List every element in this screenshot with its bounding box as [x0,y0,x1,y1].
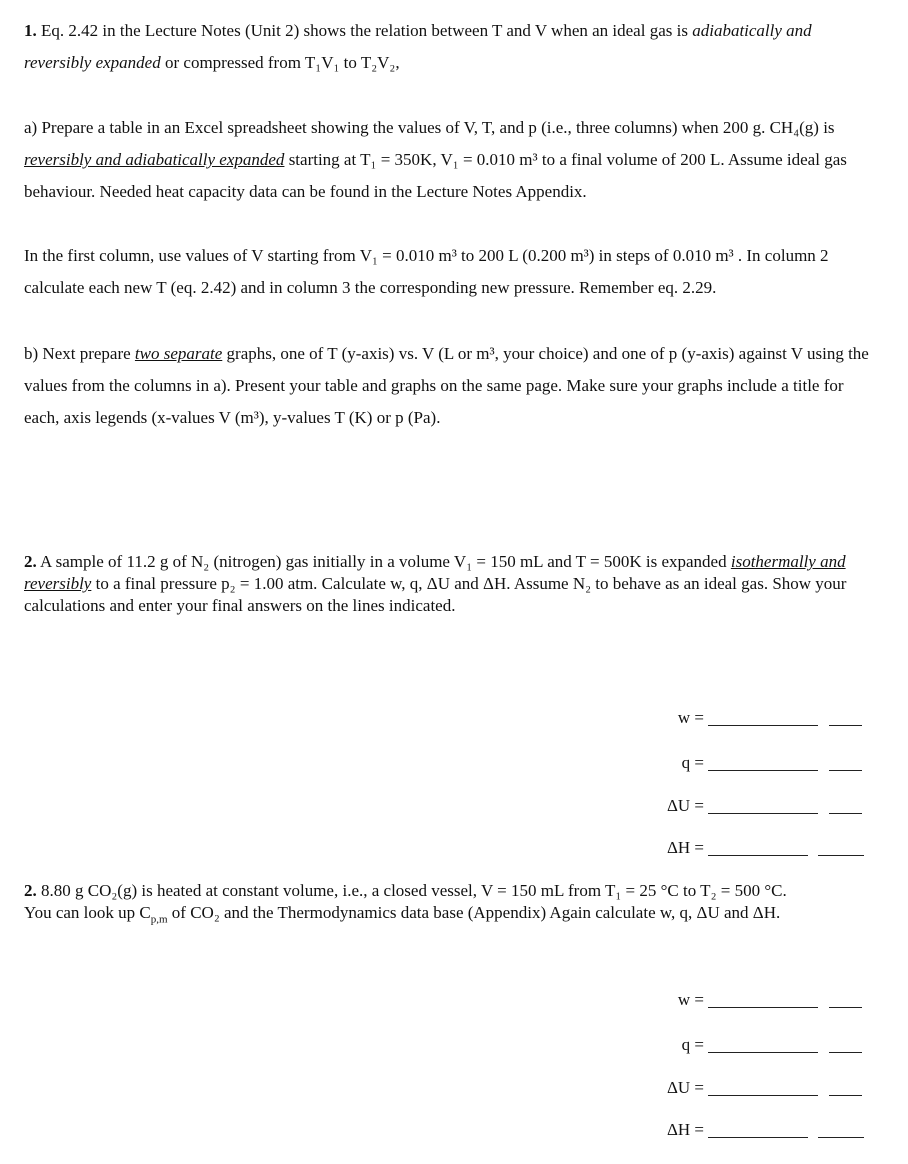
answer-label: w = [677,990,704,1009]
q1-intro-text: Eq. 2.42 in the Lecture Notes (Unit 2) shows the relation between T and V when an ideal gas is [36,21,693,40]
q2-number: 2. [24,552,37,571]
q1-a-underlined: reversibly and adiabatically expanded [24,150,285,169]
answer-line-short[interactable] [829,1094,862,1096]
q2-text [24,551,864,617]
answer-line-short[interactable] [829,1051,862,1053]
q1-b-end: graphs, one of T (y-axis) vs. V (L or m³, your choice) and one of p (y-axis) against V using the values from the columns in a). Present your table and graphs on the same page. Make sure your graphs include a title for each, axis legends (x-values V (m³), y-values T (K) or p (Pa). [24,344,869,427]
q1-a-start: a) Prepare a table in an Excel spreadsheet showing the values of V, T, and p (i.e., three columns) when 200 g. CH₄(g) is [24,118,835,137]
q1-b-start: b) Next prepare [24,344,135,363]
q1-intro-end: or compressed from T₁V₁ to T₂V₂, [160,53,400,72]
q1-part-b [24,338,869,434]
answer-line[interactable] [708,854,808,856]
answer-line[interactable] [708,1051,818,1053]
q1-b-underlined: two separate [134,344,223,363]
q3-text [24,880,884,930]
answer-label: q = [681,1035,704,1054]
answer-line[interactable] [708,1136,808,1138]
answer-line-short[interactable] [818,1136,864,1138]
answer-line-short[interactable] [818,854,864,856]
answer-line[interactable] [708,1094,818,1096]
answer-label: ΔU = [666,1078,704,1097]
q1-number: 1. [24,21,37,40]
answer-line-short[interactable] [829,1006,862,1008]
answer-line[interactable] [708,1006,818,1008]
q3-subscript: p,m [150,913,168,926]
q3-number: 2. [24,881,37,900]
answer-line[interactable] [708,769,818,771]
q1-a-end: starting at T₁ = 350K, V₁ = 0.010 m³ to a final volume of 200 L. Assume ideal gas behaviour. Needed heat capacity data can be found in the Lecture Notes Appendix. [24,150,847,201]
answer-line[interactable] [708,812,818,814]
answer-line[interactable] [708,724,818,726]
q3-line2-end: of CO₂ and the Thermodynamics data base (Appendix) Again calculate w, q, ΔU and ΔH. [167,903,781,922]
answer-label: q = [681,753,704,772]
answer-line-short[interactable] [829,769,862,771]
answer-line-short[interactable] [829,724,862,726]
q1-intro-italic: adiabatically and reversibly expanded [24,21,812,72]
answer-label: w = [677,708,704,727]
q2-end: to a final pressure p₂ = 1.00 atm. Calculate w, q, ΔU and ΔH. Assume N₂ to behave as an ideal gas. Show your calculations and enter your final answers on the lines indicated. [24,574,847,615]
q1-columns-text: In the first column, use values of V starting from V₁ = 0.010 m³ to 200 L (0.200 m³) in steps of 0.010 m³ . In column 2 calculate each new T (eq. 2.42) and in column 3 the corresponding new pressure. Remember eq. 2.29. [24,246,829,297]
q3-line2-start: You can look up C [24,903,151,922]
q1-intro [24,15,869,79]
q3-line2 [24,902,884,930]
answer-line-short[interactable] [829,812,862,814]
q2-start: A sample of 11.2 g of N₂ (nitrogen) gas initially in a volume V₁ = 150 mL and T = 500K is expanded [36,552,731,571]
q3-line1-text: 8.80 g CO₂(g) is heated at constant volume, i.e., a closed vessel, V = 150 mL from T₁ = 25 °C to T₂ = 500 °C. [36,881,787,900]
q2-underlined: isothermally and reversibly [24,552,846,593]
q3-line1 [24,880,884,902]
answer-label: ΔU = [666,796,704,815]
q1-part-a [24,112,869,208]
answer-label: ΔH = [666,838,704,857]
answer-label: ΔH = [666,1120,704,1139]
